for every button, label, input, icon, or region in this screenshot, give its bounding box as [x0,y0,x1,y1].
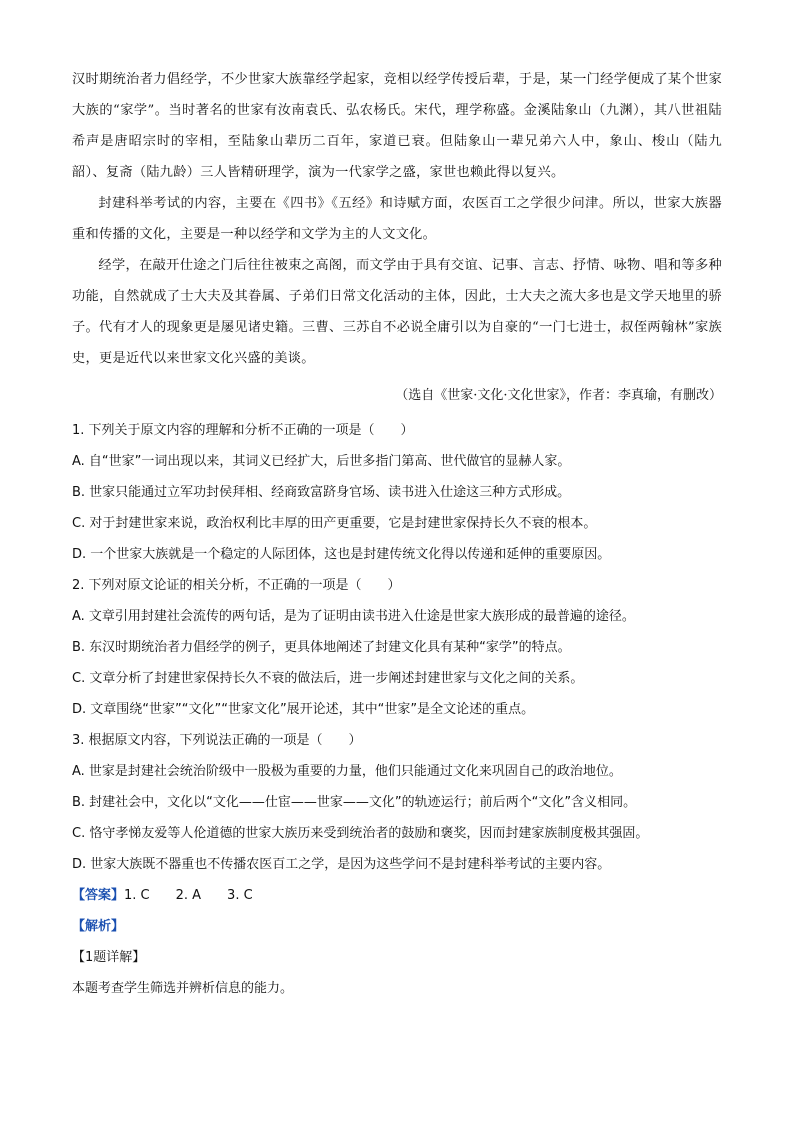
question-1-option-c: C. 对于封建世家来说，政治权利比丰厚的田产更重要，它是封建世家保持长久不衰的根本。 [72,516,597,531]
passage-paragraph-3: 经学，在敲开仕途之门后往往被束之高阁，而文学由于具有交谊、记事、言志、抒情、咏物、唱和等多种功能，自然就成了士大夫及其眷属、子弟们日常文化活动的主体，因此，士大夫之流大多也是文学天地里的骄子。代有才人的现象更是屡见诸史籍。三曹、三苏自不必说全庸引以为自豪的“一门七进士，叔侄两翰林”家族史，更是近代以来世家文化兴盛的美谈。 [72,258,722,366]
question-3-option-c: C. 恪守孝悌友爱等人伦道德的世家大族历来受到统治者的鼓励和褒奖，因而封建家族制度极其强固。 [72,826,649,841]
question-2-option-d: D. 文章围绕“世家”“文化”“世家文化”展开论述，其中“世家”是全文论述的重点。 [72,702,535,717]
question-3-option-d: D. 世家大族既不器重也不传播农医百工之学，是因为这些学问不是封建科举考试的主要内容。 [72,857,611,872]
passage-source: （选自《世家·文化·文化世家》，作者：李真瑜，有删改） [395,388,722,403]
question-3-option-b: B. 封建社会中，文化以“文化——仕宦——世家——文化”的轨迹运行；前后两个“文化”含义相同。 [72,795,637,810]
question-1-option-d: D. 一个世家大族就是一个稳定的人际团体，这也是封建传统文化得以传递和延伸的重要原因。 [72,547,611,562]
passage-paragraph-1: 汉时期统治者力倡经学，不少世家大族靠经学起家，竞相以经学传授后辈，于是，某一门经学便成了某个世家大族的“家学”。当时著名的世家有汝南袁氏、弘农杨氏。宋代，理学称盛。金溪陆象山（九渊），其八世祖陆希声是唐昭宗时的宰相，至陆象山辈历二百年，家道已衰。但陆象山一辈兄弟六人中，象山、梭山（陆九韶）、复斋（陆九龄）三人皆精研理学，演为一代家学之盛，家世也赖此得以复兴。 [72,72,722,180]
question-1-stem: 1. 下列关于原文内容的理解和分析不正确的一项是（ ） [72,423,414,438]
question-1-option-b: B. 世家只能通过立军功封侯拜相、经商致富跻身官场、读书进入仕途这三种方式形成。 [72,485,571,500]
question-2-option-a: A. 文章引用封建社会流传的两句话，是为了证明由读书进入仕途是世家大族形成的最普遍的途径。 [72,609,635,624]
question-3-stem: 3. 根据原文内容，下列说法正确的一项是（ ） [72,733,362,748]
answer-tag: 【答案】 [72,888,125,903]
answer-line [72,886,732,906]
question-2-option-b: B. 东汉时期统治者力倡经学的例子，更具体地阐述了封建文化具有某种“家学”的特点。 [72,640,571,655]
question-1-option-a: A. 自“世家”一词出现以来，其词义已经扩大，后世多指门第高、世代做官的显赫人家。 [72,454,571,469]
analysis-text: 本题考查学生筛选并辨析信息的能力。 [72,981,294,996]
passage-paragraph-2: 封建科举考试的内容，主要在《四书》《五经》和诗赋方面，农医百工之学很少问津。所以，世家大族器重和传播的文化，主要是一种以经学和文学为主的人文文化。 [72,196,722,242]
question-3-option-a: A. 世家是封建社会统治阶级中一股极为重要的力量，他们只能通过文化来巩固自己的政治地位。 [72,764,622,779]
question-2-stem: 2. 下列对原文论证的相关分析，不正确的一项是（ ） [72,578,401,593]
question-2-option-c: C. 文章分析了封建世家保持长久不衰的做法后，进一步阐述封建世家与文化之间的关系。 [72,671,584,686]
analysis-tag: 【解析】 [72,919,125,934]
analysis-subheading: 【1题详解】 [72,950,146,965]
analysis-line [72,917,732,937]
answer-text: 1. C 2. A 3. C [124,888,253,903]
